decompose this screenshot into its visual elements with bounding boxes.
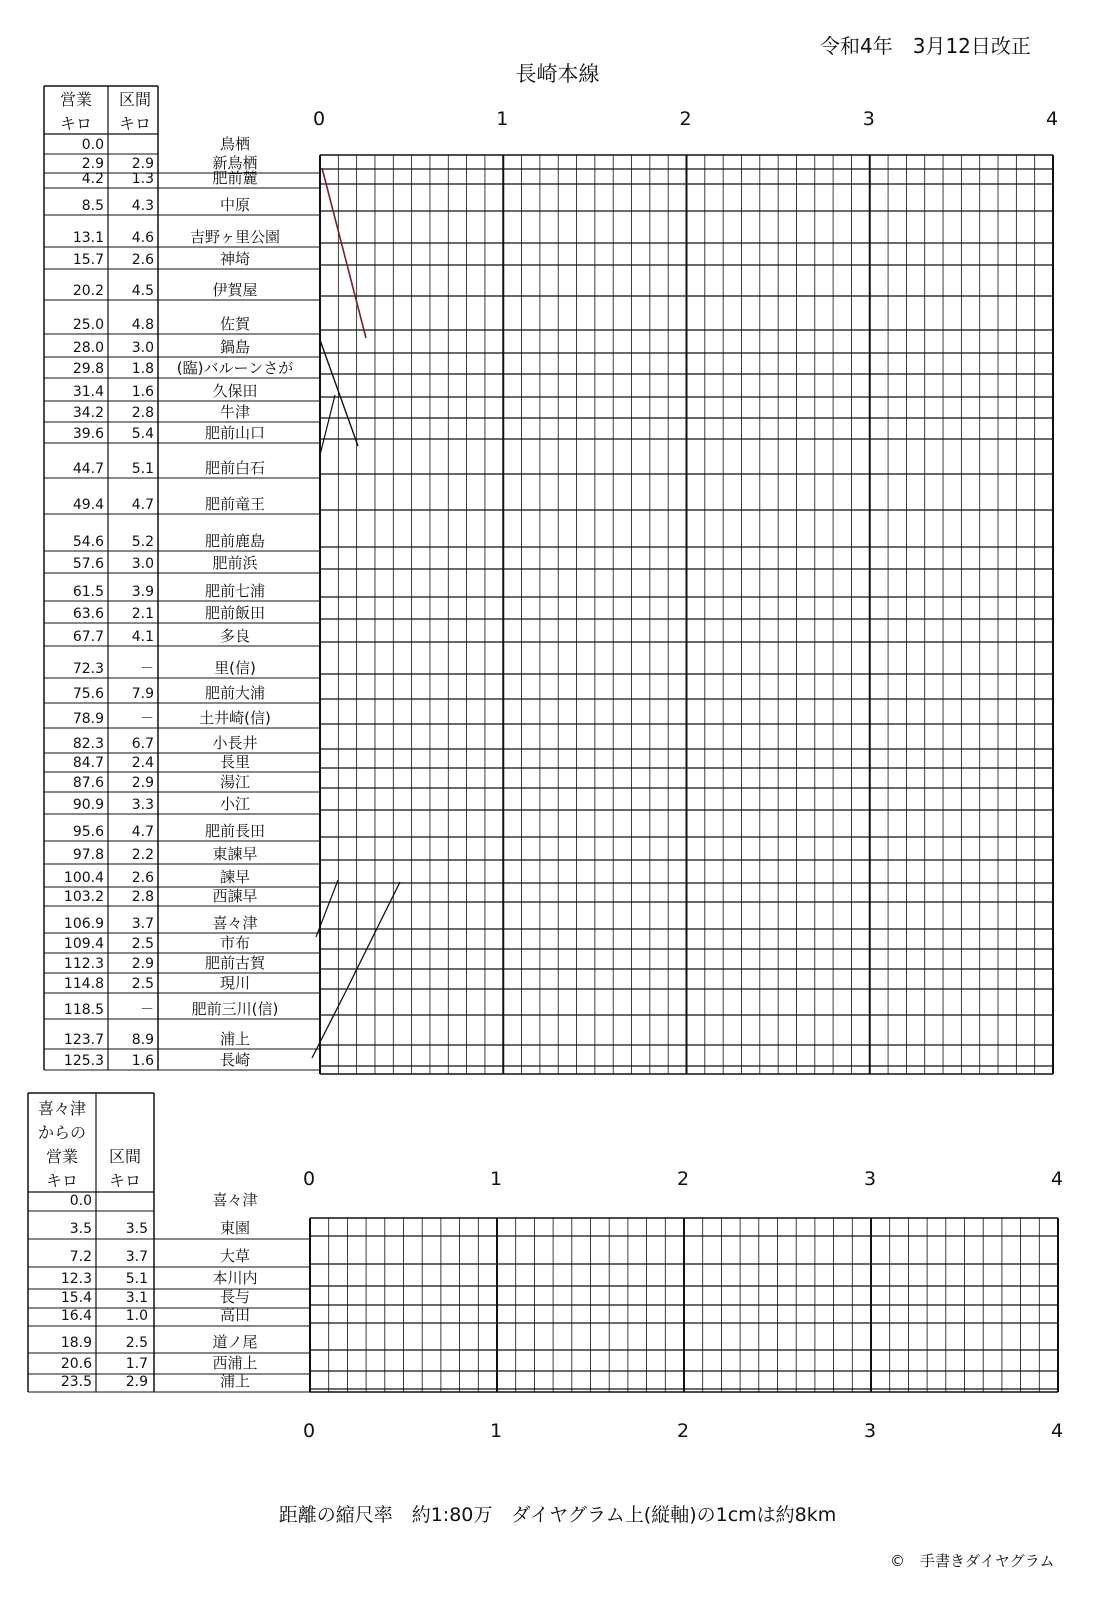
km-value: 95.6 xyxy=(72,824,104,840)
station-name: 市布 xyxy=(219,934,250,952)
hour-label: 2 xyxy=(679,108,692,130)
km-value: 8.5 xyxy=(81,198,104,214)
station-name: 肥前浜 xyxy=(212,554,258,572)
section-value: 2.8 xyxy=(131,405,154,421)
km-header: からの xyxy=(37,1123,86,1142)
section-value: － xyxy=(140,1002,154,1018)
station-name: 肥前三川(信) xyxy=(191,1000,279,1018)
km-value: 67.7 xyxy=(72,629,104,645)
station-name: 長里 xyxy=(219,753,250,771)
km-value: 23.5 xyxy=(60,1374,92,1390)
section-value: 2.9 xyxy=(131,156,154,172)
section-value: 1.6 xyxy=(131,384,154,400)
hour-label: 0 xyxy=(313,108,326,130)
km-value: 118.5 xyxy=(63,1002,104,1018)
hour-label: 3 xyxy=(864,1168,877,1190)
section-value: 4.6 xyxy=(131,230,154,246)
station-name: 中原 xyxy=(219,196,250,214)
revision-date: 令和4年 3月12日改正 xyxy=(820,34,1031,58)
section-header: キロ xyxy=(108,1171,141,1190)
station-name: 高田 xyxy=(219,1306,250,1324)
station-name: 西浦上 xyxy=(212,1354,258,1372)
section-value: 2.5 xyxy=(131,976,154,992)
station-name: 大草 xyxy=(219,1247,250,1265)
section-value: 2.9 xyxy=(125,1374,148,1390)
km-value: 44.7 xyxy=(72,461,104,477)
hour-label: 1 xyxy=(490,1168,503,1190)
section-value: 2.9 xyxy=(131,775,154,791)
section-value: 5.2 xyxy=(131,534,154,550)
km-value: 87.6 xyxy=(72,775,104,791)
km-value: 25.0 xyxy=(72,317,104,333)
section-value: 2.6 xyxy=(131,870,154,886)
station-name: 里(信) xyxy=(214,659,256,677)
section-value: 6.7 xyxy=(131,736,154,752)
hour-label: 1 xyxy=(490,1420,503,1442)
station-name: 小長井 xyxy=(212,734,258,752)
km-header: 喜々津 xyxy=(37,1099,86,1118)
hour-label: 0 xyxy=(303,1420,316,1442)
section-value: 2.1 xyxy=(131,606,154,622)
station-name: 肥前飯田 xyxy=(204,604,265,622)
station-name: 肥前山口 xyxy=(204,424,265,442)
km-value: 3.5 xyxy=(69,1221,92,1237)
train-line xyxy=(320,395,335,455)
section-header: キロ xyxy=(118,114,151,133)
train-line xyxy=(322,168,366,338)
km-value: 112.3 xyxy=(63,956,104,972)
km-value: 29.8 xyxy=(72,361,104,377)
train-line xyxy=(312,993,345,1058)
km-value: 57.6 xyxy=(72,556,104,572)
scale-note: 距離の縮尺率 約1:80万 ダイヤグラム上(縦軸)の1cmは約8km xyxy=(278,1504,837,1526)
km-value: 12.3 xyxy=(60,1271,92,1287)
km-value: 39.6 xyxy=(72,426,104,442)
station-name: 新鳥栖 xyxy=(212,154,258,172)
section-value: 4.7 xyxy=(131,824,154,840)
km-value: 84.7 xyxy=(72,755,104,771)
section-value: 1.6 xyxy=(131,1053,154,1069)
section-value: 3.0 xyxy=(131,556,154,572)
station-name: 神埼 xyxy=(219,250,250,268)
hour-label: 4 xyxy=(1046,108,1059,130)
copyright: © 手書きダイヤグラム xyxy=(890,1552,1055,1570)
hour-label: 1 xyxy=(496,108,509,130)
hour-label: 0 xyxy=(303,1168,316,1190)
section-value: 5.1 xyxy=(125,1271,148,1287)
station-name: 浦上 xyxy=(219,1030,250,1048)
section-value: 7.9 xyxy=(131,686,154,702)
station-name: 西諫早 xyxy=(212,887,258,905)
station-name: 道ノ尾 xyxy=(212,1333,258,1351)
station-name: 鍋島 xyxy=(219,338,250,356)
km-value: 13.1 xyxy=(72,230,104,246)
section-value: 3.9 xyxy=(131,584,154,600)
km-value: 20.2 xyxy=(72,283,104,299)
hour-label: 4 xyxy=(1051,1168,1064,1190)
section-value: 4.5 xyxy=(131,283,154,299)
section-value: 1.3 xyxy=(131,171,154,187)
station-name: 小江 xyxy=(219,795,250,813)
km-value: 123.7 xyxy=(63,1032,104,1048)
km-value: 0.0 xyxy=(81,137,104,153)
km-value: 63.6 xyxy=(72,606,104,622)
hour-label: 4 xyxy=(1051,1420,1064,1442)
section-value: 3.0 xyxy=(131,340,154,356)
station-name: 長与 xyxy=(219,1288,250,1306)
station-name: (臨)バルーンさが xyxy=(176,359,294,377)
train-line xyxy=(345,882,400,993)
section-value: 2.5 xyxy=(125,1335,148,1351)
km-value: 90.9 xyxy=(72,797,104,813)
km-value: 49.4 xyxy=(72,497,104,513)
page-title: 長崎本線 xyxy=(515,62,600,86)
section-value: 2.2 xyxy=(131,847,154,863)
section-value: 4.7 xyxy=(131,497,154,513)
section-value: 2.5 xyxy=(131,936,154,952)
station-name: 吉野ヶ里公園 xyxy=(189,228,280,246)
station-name: 多良 xyxy=(219,627,250,645)
section-value: 1.8 xyxy=(131,361,154,377)
km-value: 82.3 xyxy=(72,736,104,752)
station-name: 長崎 xyxy=(219,1051,250,1069)
station-name: 肥前大浦 xyxy=(204,684,265,702)
section-value: 5.4 xyxy=(131,426,154,442)
station-name: 佐賀 xyxy=(219,315,250,333)
km-header: 営業 xyxy=(45,1147,78,1166)
station-name: 肥前竜王 xyxy=(204,495,265,513)
station-name: 牛津 xyxy=(219,403,250,421)
section-value: 3.3 xyxy=(131,797,154,813)
section-value: 1.7 xyxy=(125,1356,148,1372)
section-value: 8.9 xyxy=(131,1032,154,1048)
km-value: 75.6 xyxy=(72,686,104,702)
section-value: 4.3 xyxy=(131,198,154,214)
km-header: キロ xyxy=(59,114,92,133)
km-value: 103.2 xyxy=(63,889,104,905)
section-value: 2.8 xyxy=(131,889,154,905)
section-value: 2.4 xyxy=(131,755,154,771)
station-name: 諫早 xyxy=(219,868,250,886)
km-value: 15.7 xyxy=(72,252,104,268)
km-value: 109.4 xyxy=(63,936,104,952)
station-name: 肥前古賀 xyxy=(204,954,265,972)
km-value: 7.2 xyxy=(69,1249,92,1265)
section-header: 区間 xyxy=(108,1147,141,1166)
km-header: キロ xyxy=(45,1171,78,1190)
station-name: 本川内 xyxy=(212,1269,258,1287)
km-value: 4.2 xyxy=(81,171,104,187)
km-value: 54.6 xyxy=(72,534,104,550)
station-name: 肥前七浦 xyxy=(204,582,265,600)
station-name: 東園 xyxy=(219,1219,250,1237)
section-value: 2.9 xyxy=(131,956,154,972)
km-value: 100.4 xyxy=(63,870,104,886)
station-name: 土井崎(信) xyxy=(199,709,271,727)
section-value: 4.1 xyxy=(131,629,154,645)
km-header: 営業 xyxy=(59,90,92,109)
station-name: 久保田 xyxy=(212,382,258,400)
km-value: 0.0 xyxy=(69,1193,92,1209)
km-value: 106.9 xyxy=(63,916,104,932)
km-value: 72.3 xyxy=(72,661,104,677)
hour-label: 2 xyxy=(677,1168,690,1190)
station-name: 鳥栖 xyxy=(219,135,250,153)
station-name: 浦上 xyxy=(219,1372,250,1390)
section-value: 1.0 xyxy=(125,1308,148,1324)
station-name: 肥前鹿島 xyxy=(204,532,265,550)
section-value: 3.7 xyxy=(125,1249,148,1265)
station-name: 喜々津 xyxy=(212,1191,258,1209)
km-value: 18.9 xyxy=(60,1335,92,1351)
section-value: 3.7 xyxy=(131,916,154,932)
section-value: 3.5 xyxy=(125,1221,148,1237)
section-header: 区間 xyxy=(118,90,151,109)
km-value: 97.8 xyxy=(72,847,104,863)
km-value: 61.5 xyxy=(72,584,104,600)
km-value: 16.4 xyxy=(60,1308,92,1324)
km-value: 28.0 xyxy=(72,340,104,356)
station-name: 肥前麓 xyxy=(212,169,258,187)
hour-label: 3 xyxy=(864,1420,877,1442)
station-name: 肥前長田 xyxy=(204,822,265,840)
km-value: 15.4 xyxy=(60,1290,92,1306)
km-value: 20.6 xyxy=(60,1356,92,1372)
section-value: 5.1 xyxy=(131,461,154,477)
hour-label: 3 xyxy=(862,108,875,130)
station-name: 湯江 xyxy=(219,773,250,791)
station-name: 現川 xyxy=(219,974,250,992)
station-name: 東諫早 xyxy=(212,845,258,863)
km-value: 2.9 xyxy=(81,156,104,172)
station-name: 伊賀屋 xyxy=(212,281,258,299)
section-value: 2.6 xyxy=(131,252,154,268)
km-value: 78.9 xyxy=(72,711,104,727)
km-value: 31.4 xyxy=(72,384,104,400)
station-name: 肥前白石 xyxy=(204,459,265,477)
km-value: 125.3 xyxy=(63,1053,104,1069)
section-value: 4.8 xyxy=(131,317,154,333)
section-value: 3.1 xyxy=(125,1290,148,1306)
section-value: － xyxy=(140,661,154,677)
km-value: 34.2 xyxy=(72,405,104,421)
hour-label: 2 xyxy=(677,1420,690,1442)
section-value: － xyxy=(140,711,154,727)
station-name: 喜々津 xyxy=(212,914,258,932)
km-value: 114.8 xyxy=(63,976,104,992)
